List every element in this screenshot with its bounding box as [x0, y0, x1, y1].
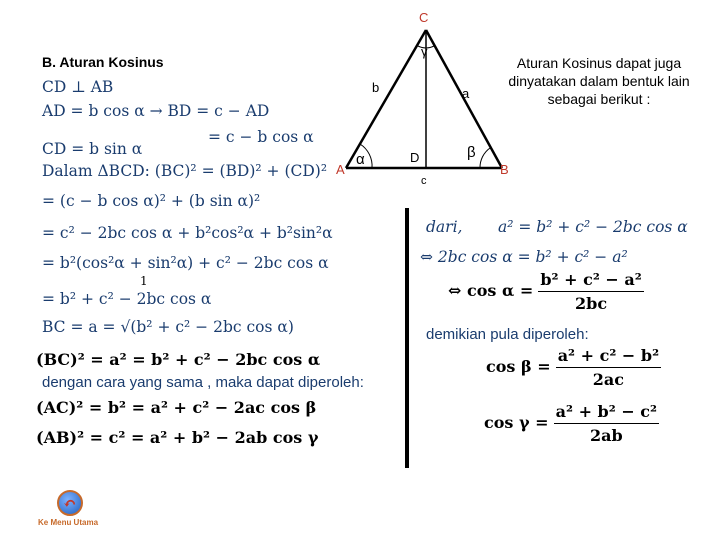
derivation-line-1: CD ⊥ AB: [42, 78, 114, 96]
law-of-cosines-bc: (BC)² = a² = b² + c² − 2bc cos α: [36, 350, 321, 369]
angle-beta-label: β: [467, 144, 476, 161]
home-button[interactable]: [57, 490, 83, 516]
law-of-cosines-ab: (AB)² = c² = a² + b² − 2ab cos γ: [36, 428, 319, 447]
derivation-line-2: AD = b cos α → BD = c − AD: [42, 102, 270, 120]
cos-gamma-fraction: [554, 402, 659, 445]
cos-alpha-numerator: b² + c² − a²: [538, 270, 643, 292]
back-arrow-icon: ↶: [63, 493, 77, 513]
alternate-form-note: Aturan Kosinus dapat juga dinyatakan dalam bentuk lain sebagai berikut :: [508, 55, 690, 107]
vertex-b-label: B: [500, 162, 509, 177]
cos-gamma-formula: [484, 402, 659, 445]
cos-gamma-numerator: a² + b² − c²: [554, 402, 659, 424]
vertex-c-label: C: [419, 10, 429, 25]
derivation-line-8: = b²(cos²α + sin²α) + c² − 2bc cos α: [42, 254, 329, 272]
derivation-line-7: = c² − 2bc cos α + b²cos²α + b²sin²α: [42, 224, 333, 242]
home-button-label[interactable]: Ke Menu Utama: [38, 518, 99, 527]
cos-alpha-formula: [448, 270, 644, 313]
likewise-note: demikian pula diperoleh:: [426, 326, 589, 343]
cos-beta-fraction: [556, 346, 661, 389]
cos-gamma-lhs: cos γ =: [484, 413, 549, 432]
from-equation: a² = b² + c² − 2bc cos α: [498, 218, 688, 236]
cos-beta-numerator: a² + c² − b²: [556, 346, 661, 368]
side-b-line: [346, 30, 426, 168]
side-a-label: a: [462, 86, 470, 101]
angle-beta-arc: [480, 148, 490, 168]
law-of-cosines-ac: (AC)² = b² = a² + c² − 2ac cos β: [36, 398, 317, 417]
iff-equation: ⇔ 2bc cos α = b² + c² − a²: [420, 248, 628, 266]
derivation-line-10: BC = a = √(b² + c² − 2bc cos α): [42, 318, 294, 336]
similar-way-note: dengan cara yang sama , maka dapat diperoleh:: [42, 374, 364, 391]
cos-alpha-lhs: ⇔ cos α =: [448, 281, 534, 300]
cos-beta-lhs: cos β =: [486, 357, 551, 376]
cos-beta-denominator: 2ac: [592, 370, 625, 389]
vertex-a-label: A: [336, 162, 345, 177]
angle-gamma-label: γ: [421, 44, 428, 59]
cos-beta-formula: [486, 346, 661, 389]
section-title: B. Aturan Kosinus: [42, 54, 164, 70]
side-b-label: b: [372, 80, 380, 95]
vertical-divider: [405, 208, 409, 468]
angle-alpha-label: α: [356, 151, 365, 168]
cos-gamma-denominator: 2ab: [589, 426, 623, 445]
side-c-label: c: [421, 175, 427, 187]
from-label: dari,: [426, 218, 463, 236]
derivation-line-9: = b² + c² − 2bc cos α: [42, 290, 212, 308]
derivation-line-6: = (c − b cos α)² + (b sin α)²: [42, 192, 261, 210]
identity-one-label: 1: [140, 274, 148, 288]
derivation-line-3: = c − b cos α: [208, 128, 314, 146]
cos-alpha-fraction: [538, 270, 643, 313]
foot-d-label: D: [410, 150, 420, 165]
derivation-line-5: Dalam ΔBCD: (BC)² = (BD)² + (CD)²: [42, 162, 328, 180]
triangle-diagram: [330, 8, 520, 198]
cos-alpha-denominator: 2bc: [575, 294, 608, 313]
derivation-line-4: CD = b sin α: [42, 140, 143, 158]
